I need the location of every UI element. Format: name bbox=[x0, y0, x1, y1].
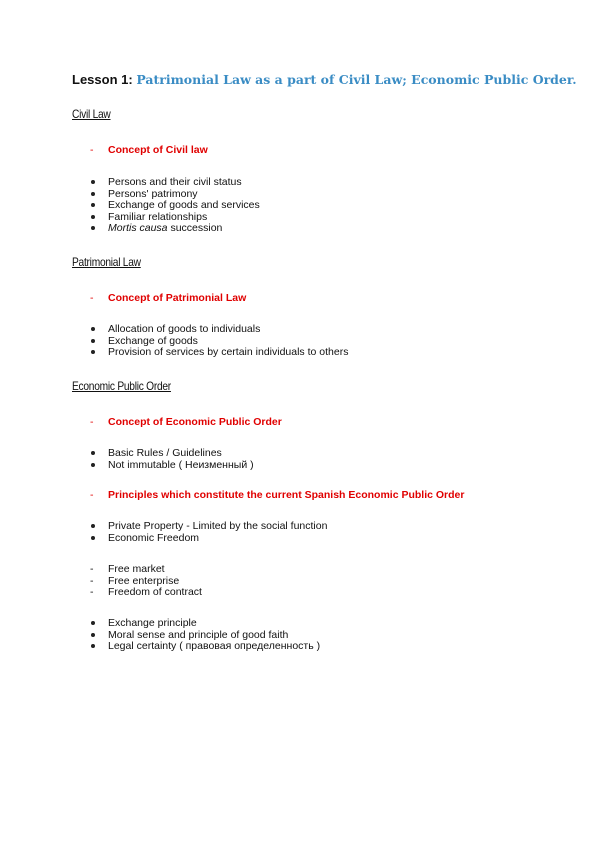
economic-public-order-heading: Economic Public Order bbox=[72, 379, 171, 393]
dash-marker: - bbox=[90, 489, 94, 501]
principles-list-a bbox=[90, 521, 327, 544]
bullet-icon bbox=[90, 336, 108, 348]
dash-marker: - bbox=[90, 144, 94, 156]
bullet-icon bbox=[90, 630, 108, 642]
bullet-icon bbox=[90, 200, 108, 212]
list-item: Mortis causa succession bbox=[90, 223, 260, 235]
list-item: Persons' patrimony bbox=[90, 189, 260, 201]
bullet-icon bbox=[90, 521, 108, 533]
bullet-icon bbox=[90, 460, 108, 472]
list-item: Familiar relationships bbox=[90, 212, 260, 224]
dash-marker: - bbox=[90, 416, 94, 428]
patrimonial-law-concept bbox=[90, 292, 246, 304]
list-item: Moral sense and principle of good faith bbox=[90, 630, 320, 642]
dash-marker: - bbox=[90, 574, 94, 587]
civil-law-list bbox=[90, 177, 260, 235]
patrimonial-law-concept-text: Concept of Patrimonial Law bbox=[108, 292, 247, 304]
list-item: Exchange principle bbox=[90, 618, 320, 630]
bullet-icon bbox=[90, 448, 108, 460]
bullet-icon bbox=[90, 533, 108, 545]
bullet-icon bbox=[90, 177, 108, 189]
economic-public-order-concept bbox=[90, 416, 282, 428]
bullet-icon bbox=[90, 189, 108, 201]
list-item: Persons and their civil status bbox=[90, 177, 260, 189]
lesson-label: Lesson 1: bbox=[72, 72, 133, 87]
civil-law-concept-text: Concept of Civil law bbox=[108, 144, 208, 156]
principles-heading-text: Principles which constitute the current Spanish Economic Public Order bbox=[108, 489, 465, 501]
list-item: Basic Rules / Guidelines bbox=[90, 448, 254, 460]
principles-heading bbox=[90, 489, 465, 501]
civil-law-heading: Civil Law bbox=[72, 107, 111, 121]
dash-marker: - bbox=[90, 563, 94, 575]
dash-marker: - bbox=[90, 292, 94, 304]
list-item: Allocation of goods to individuals bbox=[90, 324, 348, 336]
bullet-icon bbox=[90, 641, 108, 653]
list-item: Exchange of goods bbox=[90, 336, 348, 348]
list-item: - Freedom of contract bbox=[90, 586, 202, 598]
list-item: Provision of services by certain individuals to others bbox=[90, 347, 348, 359]
dash-marker: - bbox=[90, 586, 94, 598]
principles-list-b bbox=[90, 564, 202, 599]
principles-list-c bbox=[90, 618, 320, 653]
list-item: Private Property - Limited by the social function bbox=[90, 521, 327, 533]
list-item: - Free enterprise bbox=[90, 574, 180, 587]
list-item: Legal certainty ( правовая определенность ) bbox=[90, 641, 320, 653]
lesson-title-text: Patrimonial Law as a part of Civil Law; Economic Public Order. bbox=[136, 72, 577, 87]
list-item: Exchange of goods and services bbox=[90, 200, 260, 212]
bullet-icon bbox=[90, 618, 108, 630]
bullet-icon bbox=[90, 212, 108, 224]
patrimonial-law-heading: Patrimonial Law bbox=[72, 255, 141, 269]
list-item: Economic Freedom bbox=[90, 533, 327, 545]
list-item: - Free market bbox=[90, 563, 165, 575]
patrimonial-law-list bbox=[90, 324, 348, 359]
bullet-icon bbox=[90, 223, 108, 235]
economic-public-order-concept-text: Concept of Economic Public Order bbox=[108, 416, 282, 428]
list-item: Not immutable ( Неизменный ) bbox=[90, 460, 254, 472]
civil-law-concept bbox=[90, 144, 208, 156]
lesson-title bbox=[72, 72, 577, 87]
bullet-icon bbox=[90, 347, 108, 359]
economic-public-order-list bbox=[90, 448, 254, 471]
bullet-icon bbox=[90, 324, 108, 336]
